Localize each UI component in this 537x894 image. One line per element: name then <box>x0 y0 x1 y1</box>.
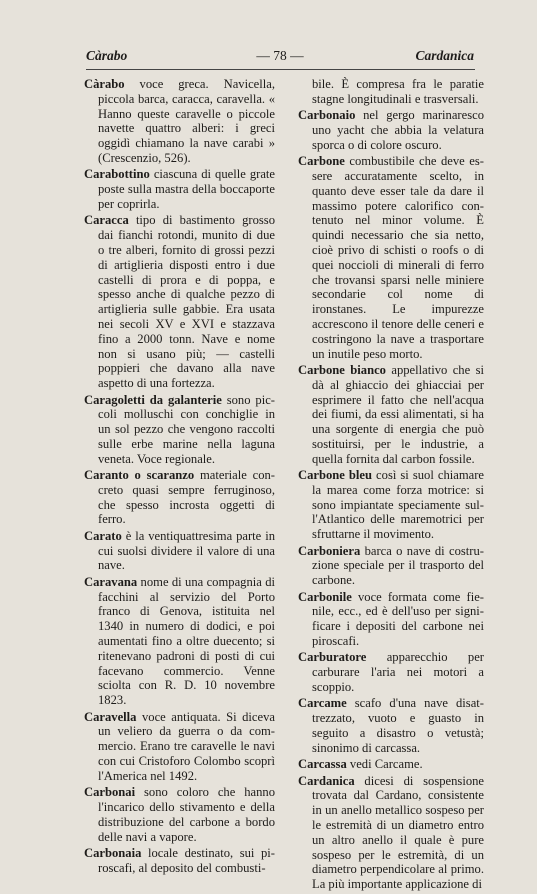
header-first-term: Càrabo <box>86 48 128 63</box>
dictionary-entry <box>298 77 484 107</box>
dictionary-entry <box>84 213 275 391</box>
entry-headword: Caranto o scaranzo <box>84 468 195 483</box>
entry-definition: voce antiquata. Si diceva un veliero da guerra o da commercio. Erano tre caravelle le navi con cui Cristoforo Colombo scoprì l'America nel 1492. <box>98 709 275 783</box>
entry-definition: così si suol chiamare la marea come forza motrice: si sono impiantate speciamente sull'Atlantico delle maremotrici per sfruttarne il movimento. <box>312 468 484 542</box>
entry-headword: Caracca <box>84 213 129 228</box>
entry-headword: Caragoletti da galanterie <box>84 392 222 407</box>
dictionary-entry <box>84 529 275 573</box>
entry-definition: locale destinato, sui piroscafi, al deposito del combusti- <box>98 845 275 875</box>
dictionary-entry <box>84 785 275 844</box>
entry-definition: nome di una compagnia di facchini al servizio del Porto franco di Genova, istituita nel 1340 in numero di dodici, e poi aumentati fino a oltre duecento; si ritenevano padroni di posti di cui facevano commercio. Venne sciolta con R. D. 10 novembre 1823. <box>98 574 275 708</box>
entry-headword: Carato <box>84 528 122 543</box>
entry-headword: Carbonile <box>298 589 352 604</box>
dictionary-entry <box>298 650 484 694</box>
entry-headword: Carcame <box>298 696 347 711</box>
dictionary-entry <box>84 575 275 708</box>
entry-definition: sono piccoli molluschi con conchiglie in un sol pezzo che vengono raccolti sulle erbe marine nella laguna veneta. Voce regionale. <box>98 392 275 466</box>
entry-definition: appellativo che si dà al ghiaccio dei ghiacciai per esprimere il fatto che nell'acqua dei fiumi, da essi alimentati, si ha una sorgente di energia che può sostituirsi, per le industrie, a quella fornita dal carbon fossile. <box>312 362 484 466</box>
right-column <box>298 77 484 894</box>
entry-headword: Carbonaio <box>298 108 356 123</box>
entry-definition: barca o nave di costruzione speciale per il trasporto del carbone. <box>312 543 484 588</box>
dictionary-entry <box>84 167 275 211</box>
entry-headword: Carbone bleu <box>298 468 373 483</box>
page-number: — 78 — <box>256 48 304 63</box>
dictionary-entry <box>84 393 275 467</box>
entry-headword: Carbone bianco <box>298 362 386 377</box>
entry-headword: Carbone <box>298 154 345 169</box>
dictionary-entry <box>298 696 484 755</box>
dictionary-entry <box>84 468 275 527</box>
entry-definition: dicesi di sospensione trovata dal Cardano, consistente in un anello metallico sospeso per le estremità di un diametro entro un altro anello il quale è pure sospeso per le estremità, di un diametro perpendicolare al primo. La più importante applicazione di <box>312 773 484 892</box>
entry-definition: scafo d'una nave disattrezzato, vuoto e guasto in seguito a disastro o vetustà; sinonimo di carcassa. <box>312 696 484 755</box>
entry-headword: Carcassa <box>298 757 347 772</box>
dictionary-entry <box>298 468 484 542</box>
entry-definition: bile. È compresa fra le paratie stagne longitudinali e trasversali. <box>312 77 484 106</box>
entry-definition: tipo di bastimento grosso dai fianchi rotondi, munito di due o tre alberi, fornito di grossi pezzi di artiglieria disposti entro i due castelli di prora e di poppa, e spesso anche di qualche pezzo di artiglieria sulle gabbie. Era usata nei secoli XV e XVI e stazzava fino a 2000 tonn. Nave e nome non si usano più; — castelli poppieri che davano alla nave aspetto di una fortezza. <box>98 213 275 391</box>
dictionary-entry <box>84 77 275 166</box>
entry-definition: ciascuna di quelle grate poste sulla mastra della boccaporte per coprirla. <box>98 167 275 211</box>
header-rule <box>86 69 475 70</box>
entry-definition: combustibile che deve essere accuratamente scelto, in quanto deve esser tale da dare il massimo potere calorifico contenuto nel minor volume. È quindi necessario che sia netto, cioè privo di schisti o roofs o di quei noccioli di minerali di ferro che trovansi sparsi nelle miniere secondarie col nome di ironstanes. Le impurezze accrescono il tenore delle ceneri e costringono la nave a trasportare un inutile peso morto. <box>312 154 484 361</box>
entry-definition: voce greca. Navicella, piccola barca, caracca, caravella. « Hanno queste caravelle o piccole navette quattro alberi: i greci oggidì chiamano la nave carabi » (Crescenzio, 526). <box>98 77 275 165</box>
dictionary-entry <box>298 363 484 467</box>
dictionary-entry <box>298 590 484 649</box>
entry-definition: sono coloro che hanno l'incarico dello stivamento e della distribuzione del carbone a bordo delle navi a vapore. <box>98 785 275 844</box>
entry-headword: Cardanica <box>298 773 355 788</box>
entry-definition: vedi Carcame. <box>346 757 423 772</box>
dictionary-entry <box>298 544 484 588</box>
dictionary-entry <box>84 846 275 876</box>
dictionary-entry <box>84 710 275 784</box>
dictionary-entry <box>298 108 484 152</box>
entry-headword: Caravana <box>84 574 138 589</box>
entry-headword: Carbonai <box>84 785 136 800</box>
entry-definition: nel gergo marinaresco uno yacht che abbia la velatura sporca o di colore oscuro. <box>312 108 484 152</box>
entry-headword: Càrabo <box>84 77 125 91</box>
dictionary-entry <box>298 774 484 892</box>
entry-headword: Caravella <box>84 709 137 724</box>
entry-definition: materiale concreto quasi sempre ferruginoso, che spesso incrosta oggetti di ferro. <box>98 468 275 527</box>
entry-definition: è la ventiquattresima parte in cui suolsi dividere il valore di una nave. <box>98 528 275 573</box>
header-last-term: Cardanica <box>415 48 474 63</box>
dictionary-entry <box>298 757 484 772</box>
running-header <box>86 48 474 66</box>
entry-definition: voce formata come fienile, ecc., ed è dell'uso per significare i depositi del carbone nei piroscafi. <box>312 589 484 649</box>
entry-headword: Carboniera <box>298 543 361 558</box>
entry-headword: Carburatore <box>298 650 367 665</box>
entry-definition: apparecchio per carburare l'aria nei motori a scoppio. <box>312 650 484 695</box>
entry-headword: Carabottino <box>84 167 150 182</box>
left-column <box>84 77 275 877</box>
entry-headword: Carbonaia <box>84 845 142 860</box>
dictionary-entry <box>298 154 484 361</box>
